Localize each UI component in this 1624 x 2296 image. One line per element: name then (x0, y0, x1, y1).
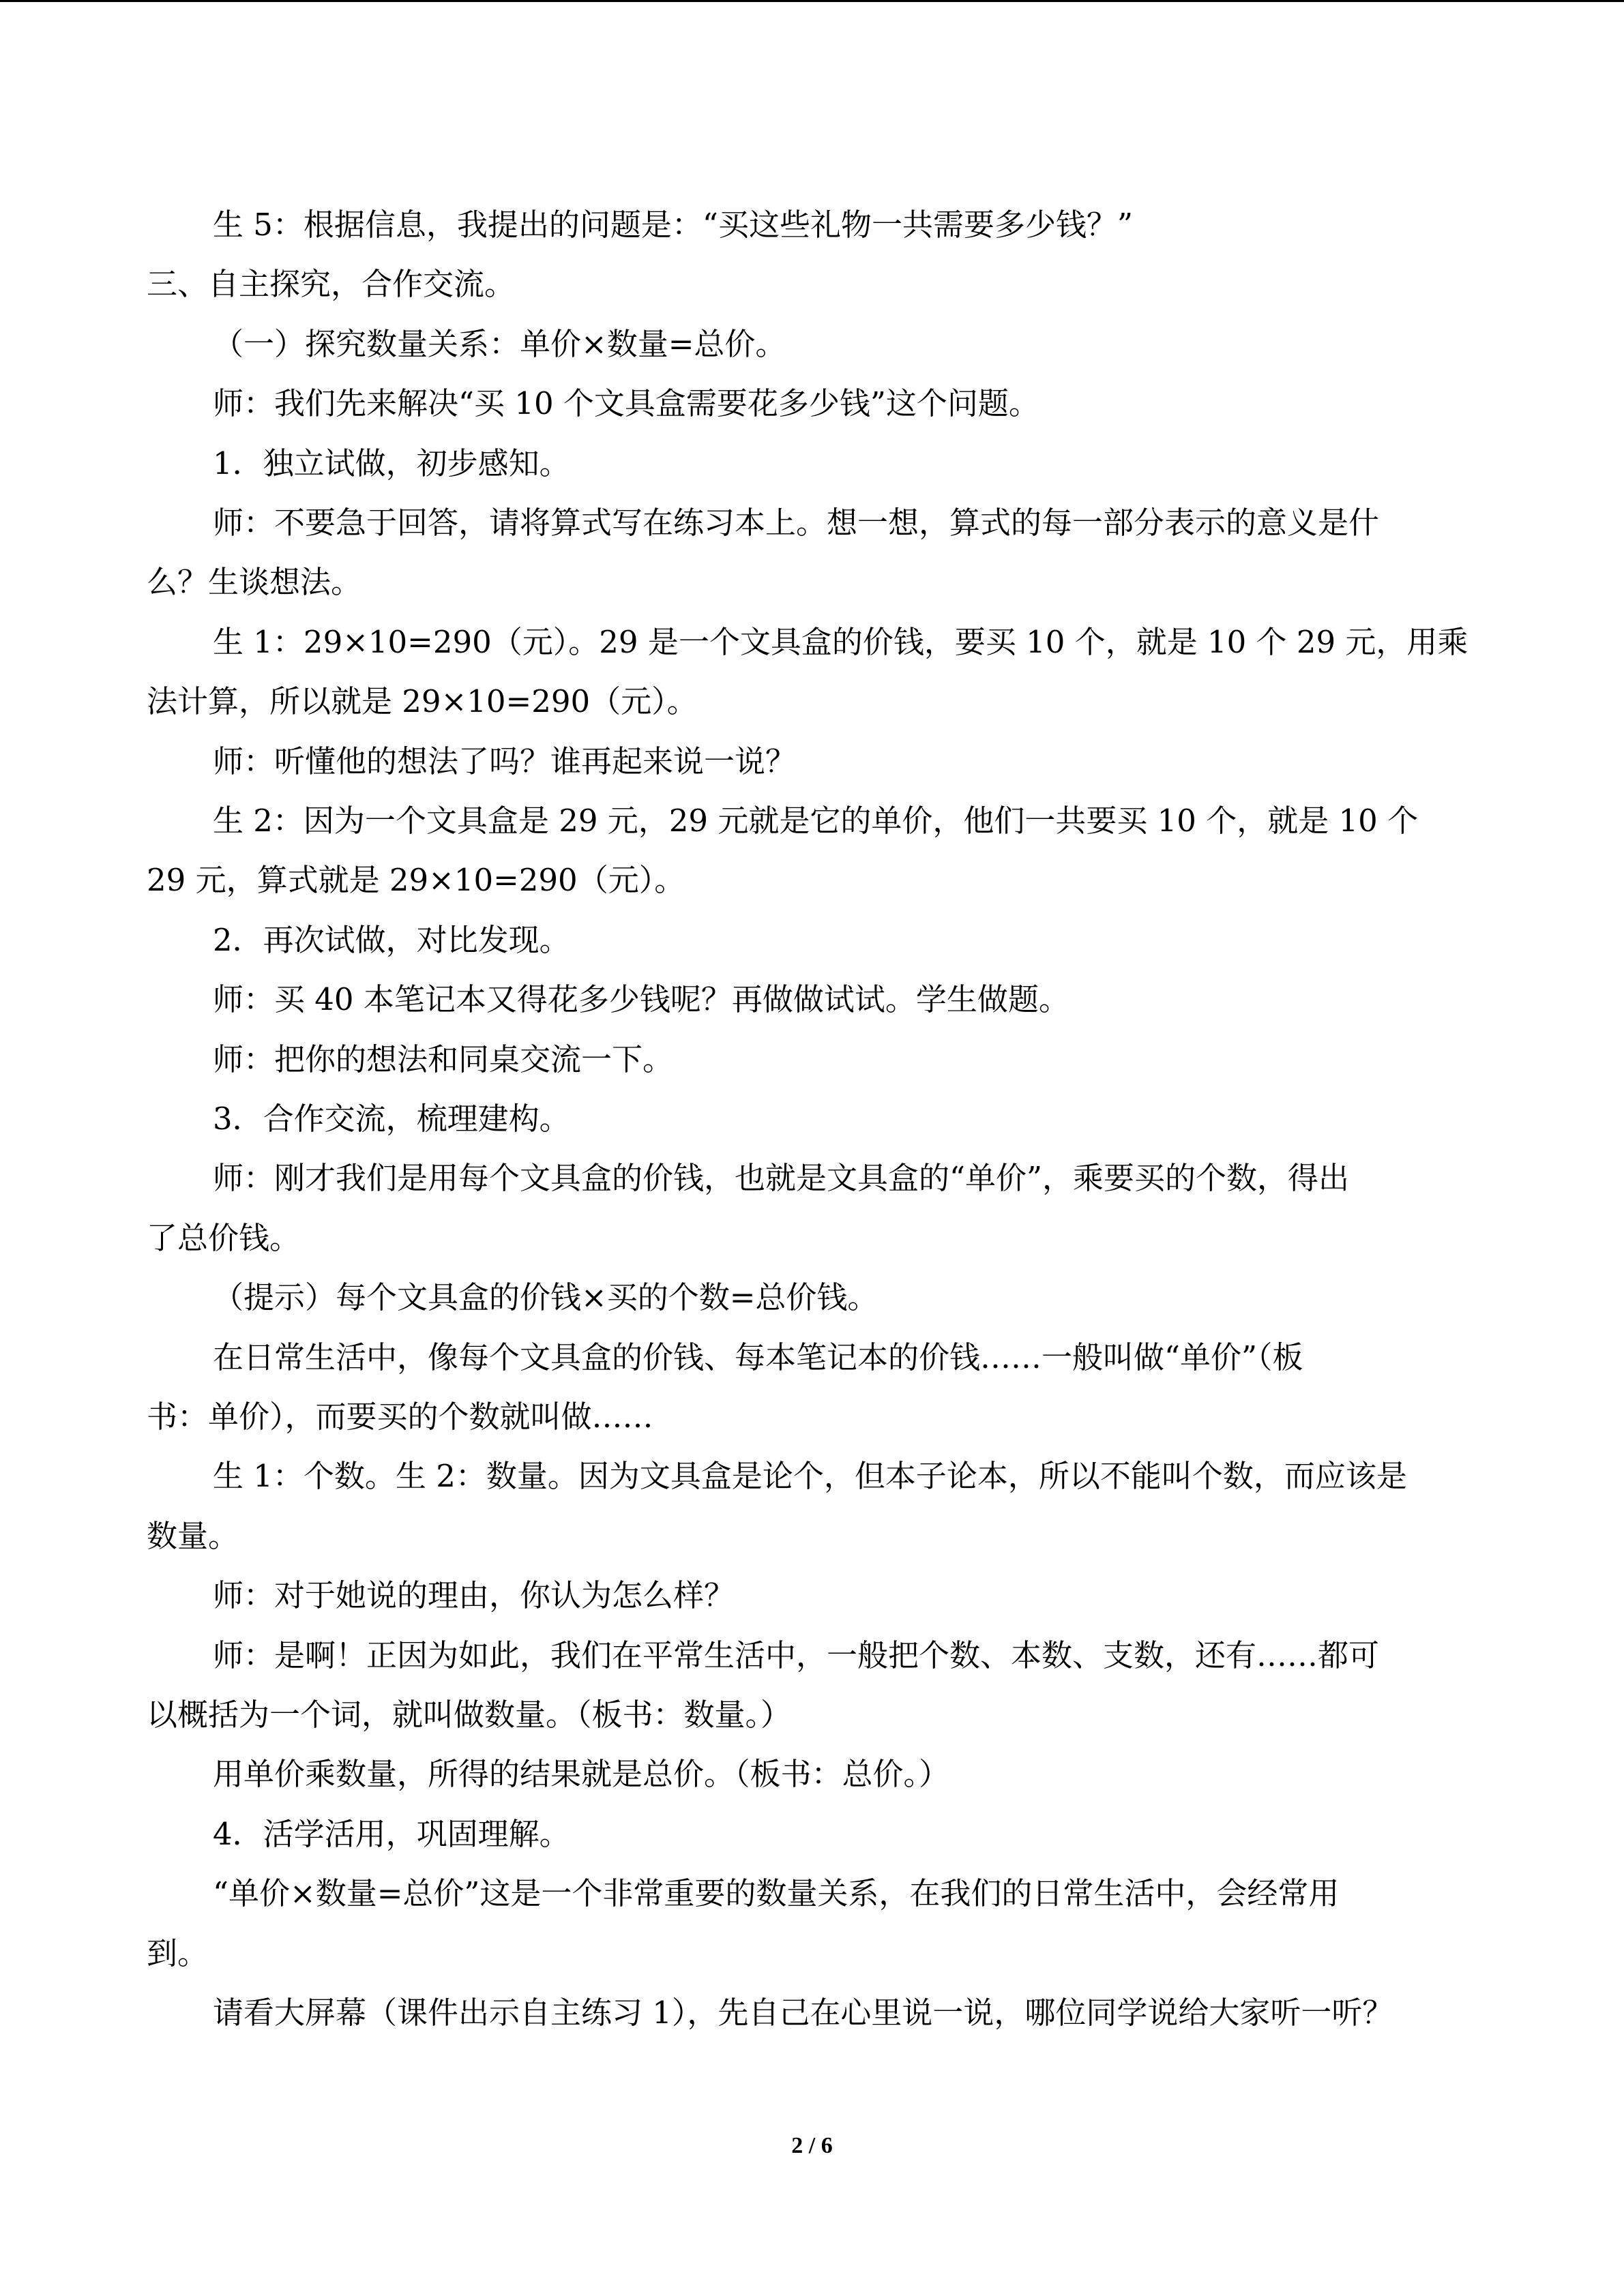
text-line: 师：不要急于回答，请将算式写在练习本上。想一想，算式的每一部分表示的意义是什 (213, 505, 1380, 541)
text-line: 请看大屏幕（课件出示自主练习 1），先自己在心里说一说，哪位同学说给大家听一听？ (213, 1995, 1393, 2031)
text-line: 生 2：因为一个文具盒是 29 元，29 元就是它的单价，他们一共要买 10 个，就是 10 个 (213, 803, 1419, 839)
text-line: 么？生谈想法。 (147, 564, 362, 601)
text-line: 师：我们先来解决“买 10 个文具盒需要花多少钱”这个问题。 (213, 385, 1039, 422)
text-line: 三、自主探究，合作交流。 (147, 266, 516, 303)
text-line: 师：是啊！正因为如此，我们在平常生活中，一般把个数、本数、支数，还有……都可 (213, 1637, 1380, 1673)
text-line: 29 元，算式就是 29×10=290（元）。 (147, 862, 685, 899)
text-line: 用单价乘数量，所得的结果就是总价。（板书：总价。） (213, 1756, 950, 1793)
text-line: 3．合作交流，梳理建构。 (213, 1101, 570, 1137)
text-line: 在日常生活中，像每个文具盒的价钱、每本笔记本的价钱……一般叫做“单价”（板 (213, 1339, 1303, 1375)
text-line: 4．活学活用，巩固理解。 (213, 1815, 570, 1852)
text-line: 2．再次试做，对比发现。 (213, 921, 570, 958)
text-line: 师：对于她说的理由，你认为怎么样？ (213, 1577, 735, 1614)
text-line: 师：听懂他的想法了吗？谁再起来说一说？ (213, 743, 797, 779)
top-border-rule (0, 0, 1624, 2)
text-line: 师：买 40 本笔记本又得花多少钱呢？再做做试试。学生做题。 (213, 981, 1069, 1018)
text-line: 书：单价），而要买的个数就叫做…… (147, 1399, 653, 1435)
text-line: 生 1：个数。生 2：数量。因为文具盒是论个，但本子论本，所以不能叫个数，而应该是 (213, 1458, 1407, 1495)
text-line: 了总价钱。 (147, 1219, 301, 1256)
text-line: 法计算，所以就是 29×10=290（元）。 (147, 683, 698, 720)
text-line: 师：把你的想法和同桌交流一下。 (213, 1041, 674, 1077)
text-line: （一）探究数量关系：单价×数量=总价。 (213, 325, 786, 362)
text-line: 师：刚才我们是用每个文具盒的价钱，也就是文具盒的“单价”，乘要买的个数，得出 (213, 1160, 1350, 1197)
text-line: （提示）每个文具盒的价钱×买的个数=总价钱。 (213, 1279, 879, 1316)
text-line: 生 5：根据信息，我提出的问题是：“买这些礼物一共需要多少钱？” (213, 207, 1133, 243)
text-line: 到。 (147, 1935, 209, 1971)
text-line: 生 1：29×10=290（元）。29 是一个文具盒的价钱，要买 10 个，就是 10 个 29 元，用乘 (213, 623, 1468, 660)
text-line: 数量。 (147, 1517, 239, 1554)
text-line: “单价×数量=总价”这是一个非常重要的数量关系，在我们的日常生活中，会经常用 (213, 1875, 1340, 1912)
page-number: 2 / 6 (791, 2133, 833, 2158)
text-line: 以概括为一个词，就叫做数量。（板书：数量。） (147, 1697, 792, 1733)
text-line: 1．独立试做，初步感知。 (213, 445, 570, 481)
